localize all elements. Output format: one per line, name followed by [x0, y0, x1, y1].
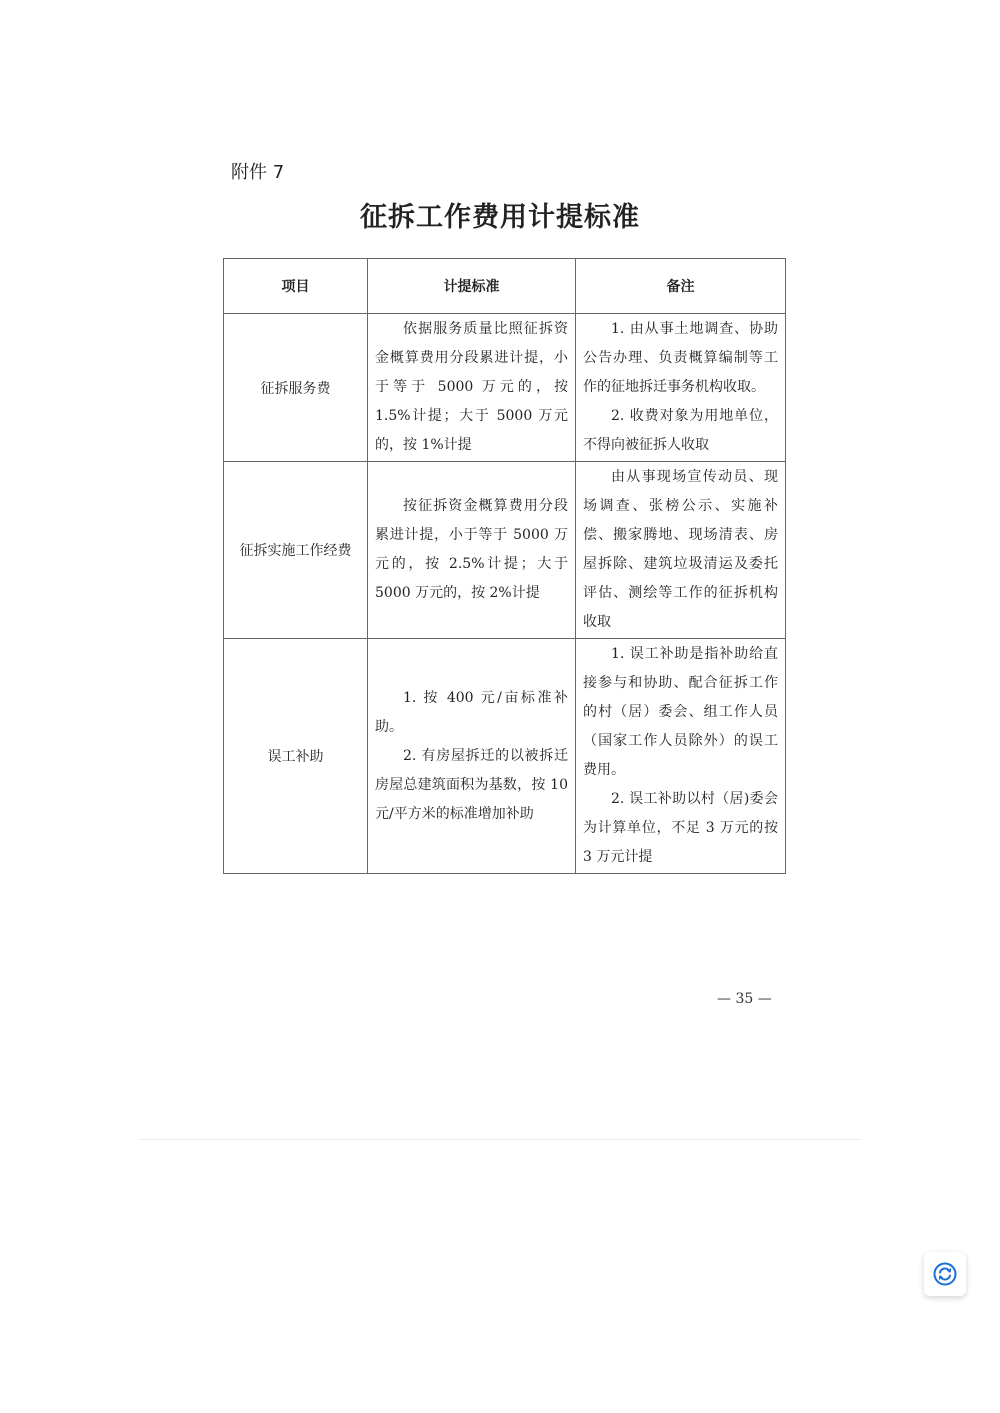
standard-paragraph: 1. 按 400 元/亩标准补助。 [375, 689, 568, 735]
remark-paragraph: 2. 收费对象为用地单位，不得向被征拆人收取 [583, 408, 778, 453]
row-standard [368, 462, 576, 639]
row-item: 征拆服务费 [224, 314, 368, 462]
header-item: 项目 [224, 259, 368, 314]
row-remarks [576, 639, 786, 874]
table-header-row [224, 259, 786, 314]
refresh-sync-icon [933, 1262, 957, 1286]
row-standard [368, 639, 576, 874]
remark-paragraph: 1. 由从事土地调查、协助公告办理、负责概算编制等工作的征地拆迁事务机构收取。 [583, 321, 778, 395]
row-item: 征拆实施工作经费 [224, 462, 368, 639]
table-row [224, 462, 786, 639]
remark-paragraph: 2. 误工补助以村（居)委会为计算单位，不足 3 万元的按 3 万元计提 [583, 791, 778, 865]
header-standard: 计提标准 [368, 259, 576, 314]
row-remarks [576, 314, 786, 462]
row-remarks [576, 462, 786, 639]
fee-standards-table [223, 258, 786, 874]
page-divider [138, 1139, 862, 1140]
standard-paragraph: 依据服务质量比照征拆资金概算费用分段累进计提，小于等于 5000 万元的，按 1.5%计提；大于 5000 万元的，按 1%计提 [375, 321, 568, 453]
attachment-label: 附件 7 [231, 162, 285, 183]
document-title: 征拆工作费用计提标准 [360, 202, 640, 233]
remark-paragraph: 1. 误工补助是指补助给直接参与和协助、配合征拆工作的村（居）委会、组工作人员（国家工作人员除外）的误工费用。 [583, 646, 778, 778]
header-remarks: 备注 [576, 259, 786, 314]
floating-assistant-button[interactable] [924, 1252, 966, 1296]
row-standard [368, 314, 576, 462]
page-number: — 35 — [717, 991, 772, 1007]
table-row [224, 639, 786, 874]
standard-paragraph: 2. 有房屋拆迁的以被拆迁房屋总建筑面积为基数，按 10 元/平方米的标准增加补助 [375, 747, 568, 822]
row-item: 误工补助 [224, 639, 368, 874]
table-row [224, 314, 786, 462]
remark-paragraph: 由从事现场宣传动员、现场调查、张榜公示、实施补偿、搬家腾地、现场清表、房屋拆除、建筑垃圾清运及委托评估、测绘等工作的征拆机构收取 [583, 469, 778, 630]
standard-paragraph: 按征拆资金概算费用分段累进计提，小于等于 5000 万元的，按 2.5%计提；大于 5000 万元的，按 2%计提 [375, 498, 568, 601]
